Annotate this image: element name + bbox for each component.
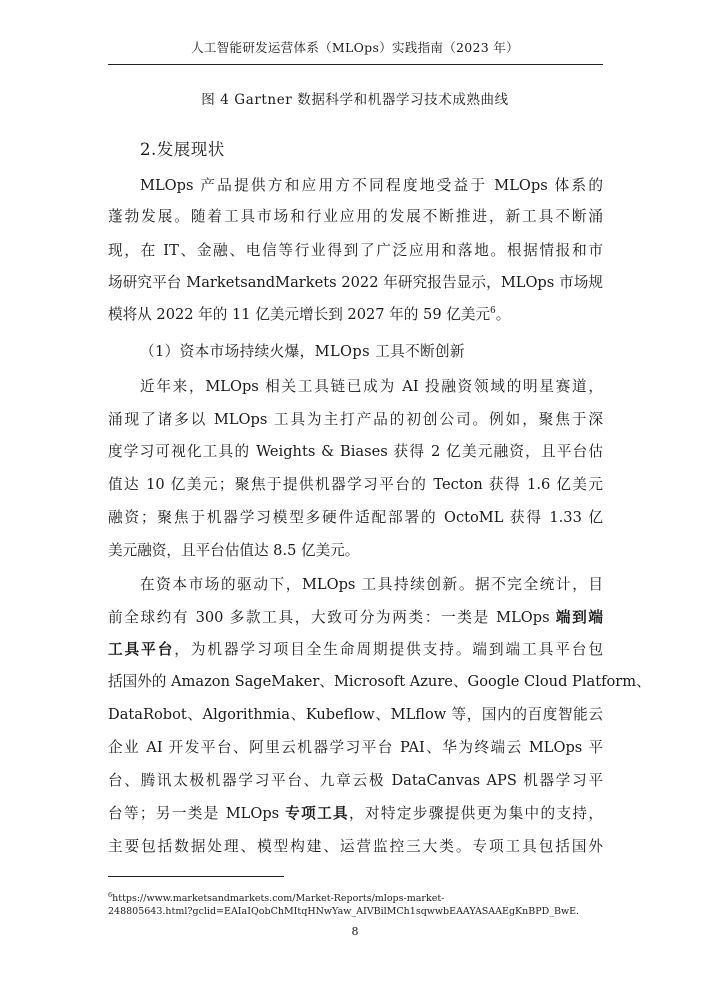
para2-line: 度学习可视化工具的 Weights & Biases 获得 2 亿美元融资，且平台估 bbox=[108, 443, 603, 460]
para1-line: MLOps 产品提供方和应用方不同程度地受益于 MLOps 体系的 bbox=[140, 177, 603, 194]
para3-text: 台等；另一类是 MLOps bbox=[108, 805, 286, 822]
para3-line: 企业 AI 开发平台、阿里云机器学习平台 PAI、华为终端云 MLOps 平 bbox=[108, 739, 603, 756]
emphasis-specialized-tools: 专项工具 bbox=[285, 805, 349, 822]
para3-line bbox=[108, 606, 603, 627]
para2-line: 涌现了诸多以 MLOps 工具为主打产品的初创公司。例如，聚焦于深 bbox=[108, 411, 603, 428]
para3-line bbox=[108, 802, 603, 823]
footnote-line bbox=[108, 891, 444, 904]
para3-text: 前全球约有 300 多款工具，大致可分为两类：一类是 MLOps bbox=[108, 609, 556, 626]
para1-line bbox=[108, 303, 603, 324]
para1-line: 蓬勃发展。随着工具市场和行业应用的发展不断推进，新工具不断涌 bbox=[108, 208, 603, 225]
emphasis-tool-platform: 工具平台 bbox=[108, 641, 175, 658]
para3-line: 括国外的 Amazon SageMaker、Microsoft Azure、Google Cloud Platform、 bbox=[108, 673, 651, 690]
subsection-title: （1）资本市场持续火爆，MLOps 工具不断创新 bbox=[140, 343, 466, 360]
para2-line: 融资；聚焦于机器学习模型多硬件适配部署的 OctoML 获得 1.33 亿 bbox=[108, 509, 603, 526]
footnote-url-part2[interactable]: 248805643.html?gclid=EAIaIQobChMItqHNwYaw_AIVBilMCh1sqwwbEAAYASAAEgKnBPD_BwE. bbox=[108, 906, 580, 917]
footnote-ref: 6 bbox=[490, 306, 496, 316]
para1-end: 。 bbox=[495, 306, 511, 323]
para3-text: ，对特定步骤提供更为集中的支持， bbox=[349, 805, 603, 822]
figure-caption: 图 4 Gartner 数据科学和机器学习技术成熟曲线 bbox=[201, 92, 509, 108]
para1-line: 现，在 IT、金融、电信等行业得到了广泛应用和落地。根据情报和市 bbox=[108, 242, 603, 259]
emphasis-end-to-end: 端到端 bbox=[555, 609, 603, 626]
para3-line: 在资本市场的驱动下，MLOps 工具持续创新。据不完全统计，目 bbox=[140, 576, 603, 593]
section-title: 2.发展现状 bbox=[140, 140, 225, 159]
para2-line: 值达 10 亿美元；聚焦于提供机器学习平台的 Tecton 获得 1.6 亿美元 bbox=[108, 476, 603, 493]
para1-line: 场研究平台 MarketsandMarkets 2022 年研究报告显示，MLOps 市场规 bbox=[108, 274, 603, 291]
para2-line: 近年来，MLOps 相关工具链已成为 AI 投融资领域的明星赛道， bbox=[140, 378, 603, 395]
para3-text: ，为机器学习项目全生命周期提供支持。端到端工具平台包 bbox=[174, 641, 603, 658]
para1-last-text: 模将从 2022 年的 11 亿美元增长到 2027 年的 59 亿美元 bbox=[108, 306, 491, 323]
para3-line bbox=[108, 638, 603, 659]
para3-line: DataRobot、Algorithmia、Kubeflow、MLflow 等，国内的百度智能云 bbox=[108, 706, 603, 723]
page-number: 8 bbox=[351, 925, 359, 938]
header-rule bbox=[108, 64, 603, 65]
para3-line: 主要包括数据处理、模型构建、运营监控三大类。专项工具包括国外 bbox=[108, 838, 603, 855]
footnote-url-part1[interactable]: https://www.marketsandmarkets.com/Market-Reports/mlops-market- bbox=[112, 893, 445, 905]
footnote-marker: 6 bbox=[108, 891, 113, 899]
para2-line: 美元融资，且平台估值达 8.5 亿美元。 bbox=[108, 542, 360, 559]
running-header: 人工智能研发运营体系（MLOps）实践指南（2023 年） bbox=[191, 40, 519, 55]
para3-line: 台、腾讯太极机器学习平台、九章云极 DataCanvas APS 机器学习平 bbox=[108, 772, 603, 789]
footnote-rule bbox=[108, 876, 284, 877]
